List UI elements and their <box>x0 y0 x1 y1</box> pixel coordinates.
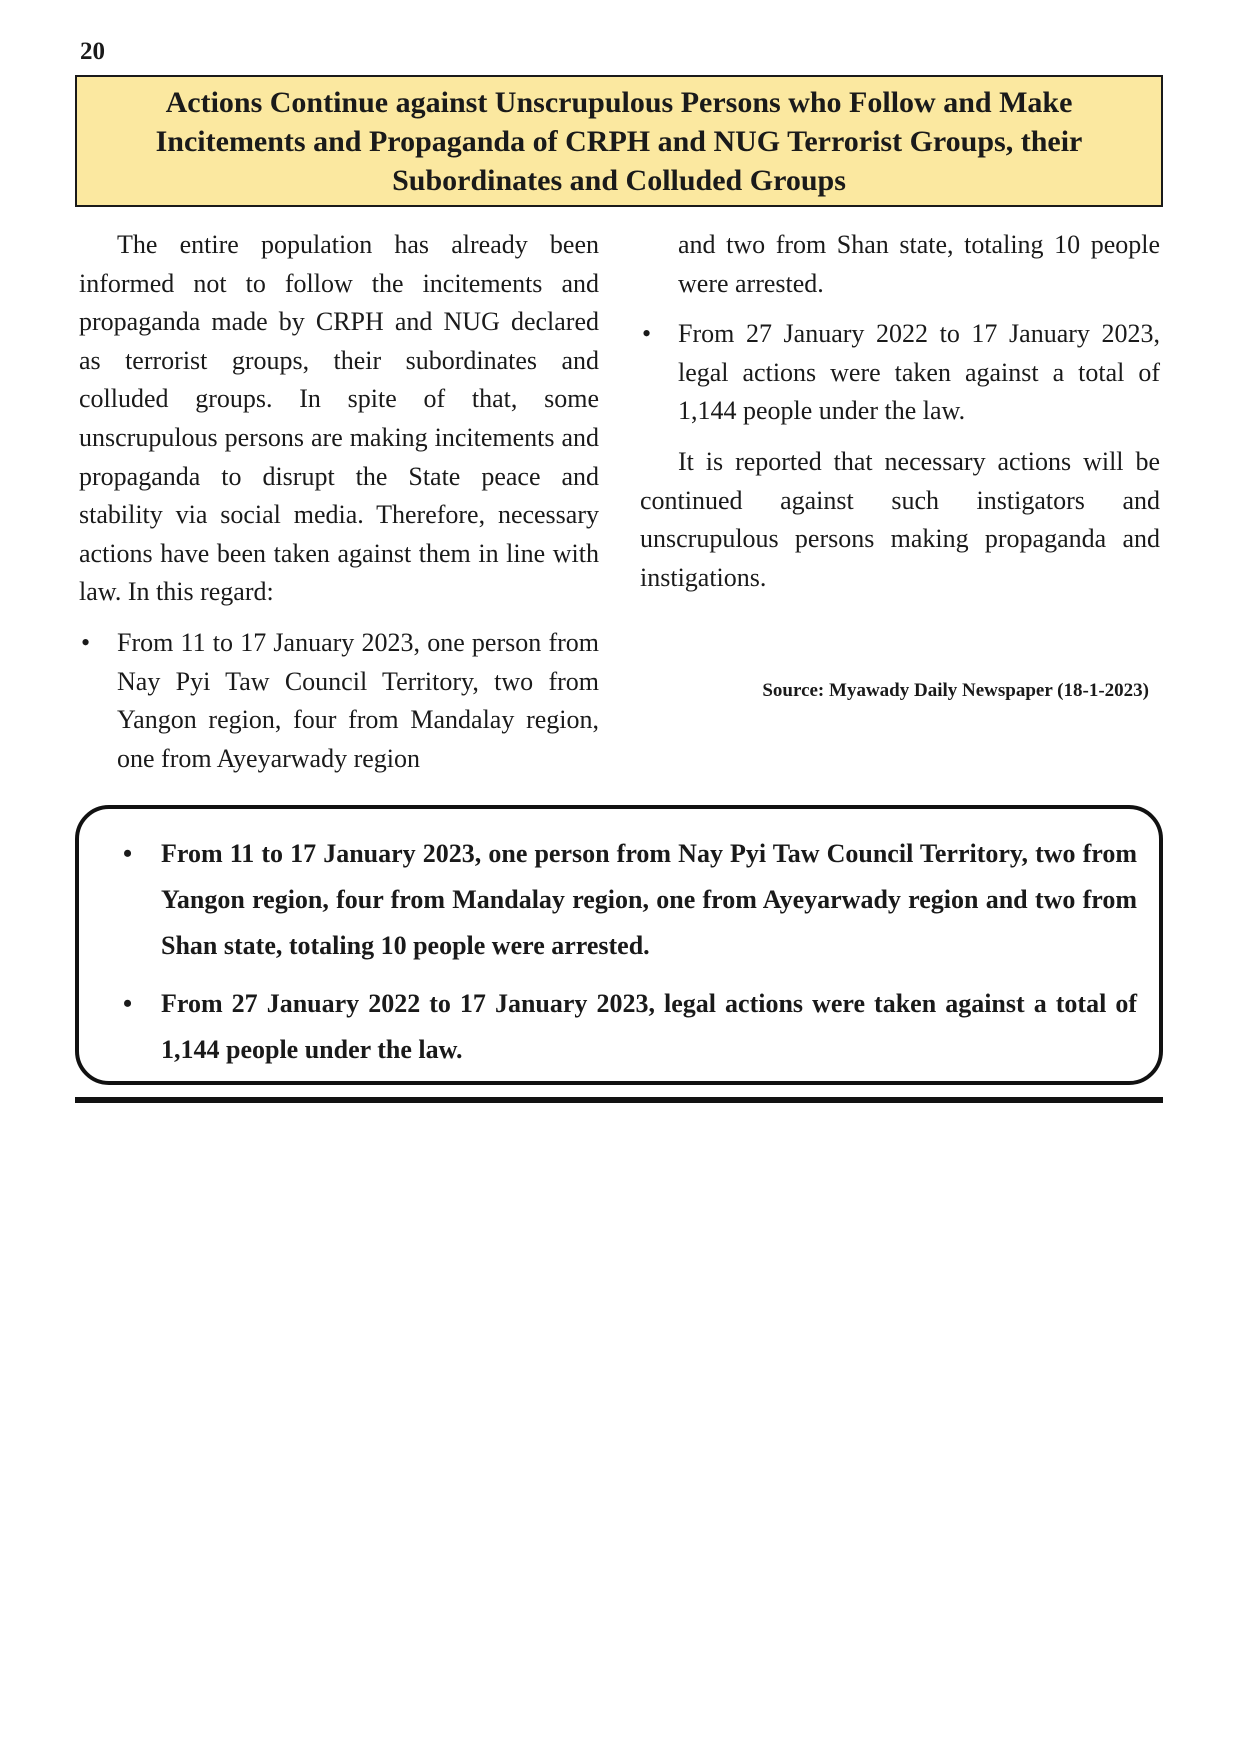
page-number: 20 <box>80 38 105 65</box>
bullet-icon: • <box>123 839 133 868</box>
list-item <box>79 624 599 778</box>
bullet-continuation: and two from Shan state, totaling 10 people were arrested. <box>678 230 1160 298</box>
article-title: Actions Continue against Unscrupulous Persons who Follow and Make Incitements and Propaganda of CRPH and NUG Terrorist Groups, their Subordinates and Colluded Groups <box>155 85 1083 197</box>
bullet-icon: • <box>81 627 91 657</box>
summary-item <box>123 981 1137 1073</box>
right-column <box>640 226 1160 597</box>
intro-paragraph: The entire population has already been informed not to follow the incitements and propaganda made by CRPH and NUG declared as terrorist groups, their subordinates and colluded groups. In spite of that, some unscrupulous persons are making incitements and propaganda to disrupt the State peace and stability via social media. Therefore, necessary actions have been taken against them in line with law. In this regard: <box>79 230 599 607</box>
summary-box <box>75 805 1163 1085</box>
summary-text: From 11 to 17 January 2023, one person from Nay Pyi Taw Council Territory, two from Yangon region, four from Mandalay region, one from Ayeyarwady region and two from Shan state, totaling 10 people were arrested. <box>161 839 1137 960</box>
bullet-list <box>640 315 1160 431</box>
left-column <box>79 226 599 790</box>
summary-list <box>123 831 1137 1073</box>
source-citation: Source: Myawady Daily Newspaper (18-1-2023) <box>762 680 1149 701</box>
bullet-icon: • <box>123 989 133 1018</box>
bullet-list <box>79 624 599 778</box>
summary-text: From 27 January 2022 to 17 January 2023, legal actions were taken against a total of 1,144 people under the law. <box>161 989 1137 1064</box>
bullet-text: From 11 to 17 January 2023, one person from Nay Pyi Taw Council Territory, two from Yangon region, four from Mandalay region, one from Ayeyarwady region <box>117 627 599 773</box>
list-item <box>640 315 1160 431</box>
summary-item <box>123 831 1137 969</box>
title-banner <box>75 75 1163 207</box>
bullet-icon: • <box>642 319 652 349</box>
closing-paragraph: It is reported that necessary actions will be continued against such instigators and unscrupulous persons making propaganda and instigations. <box>640 446 1160 592</box>
bullet-text: From 27 January 2022 to 17 January 2023, legal actions were taken against a total of 1,144 people under the law. <box>678 319 1160 426</box>
bottom-divider <box>75 1097 1163 1103</box>
